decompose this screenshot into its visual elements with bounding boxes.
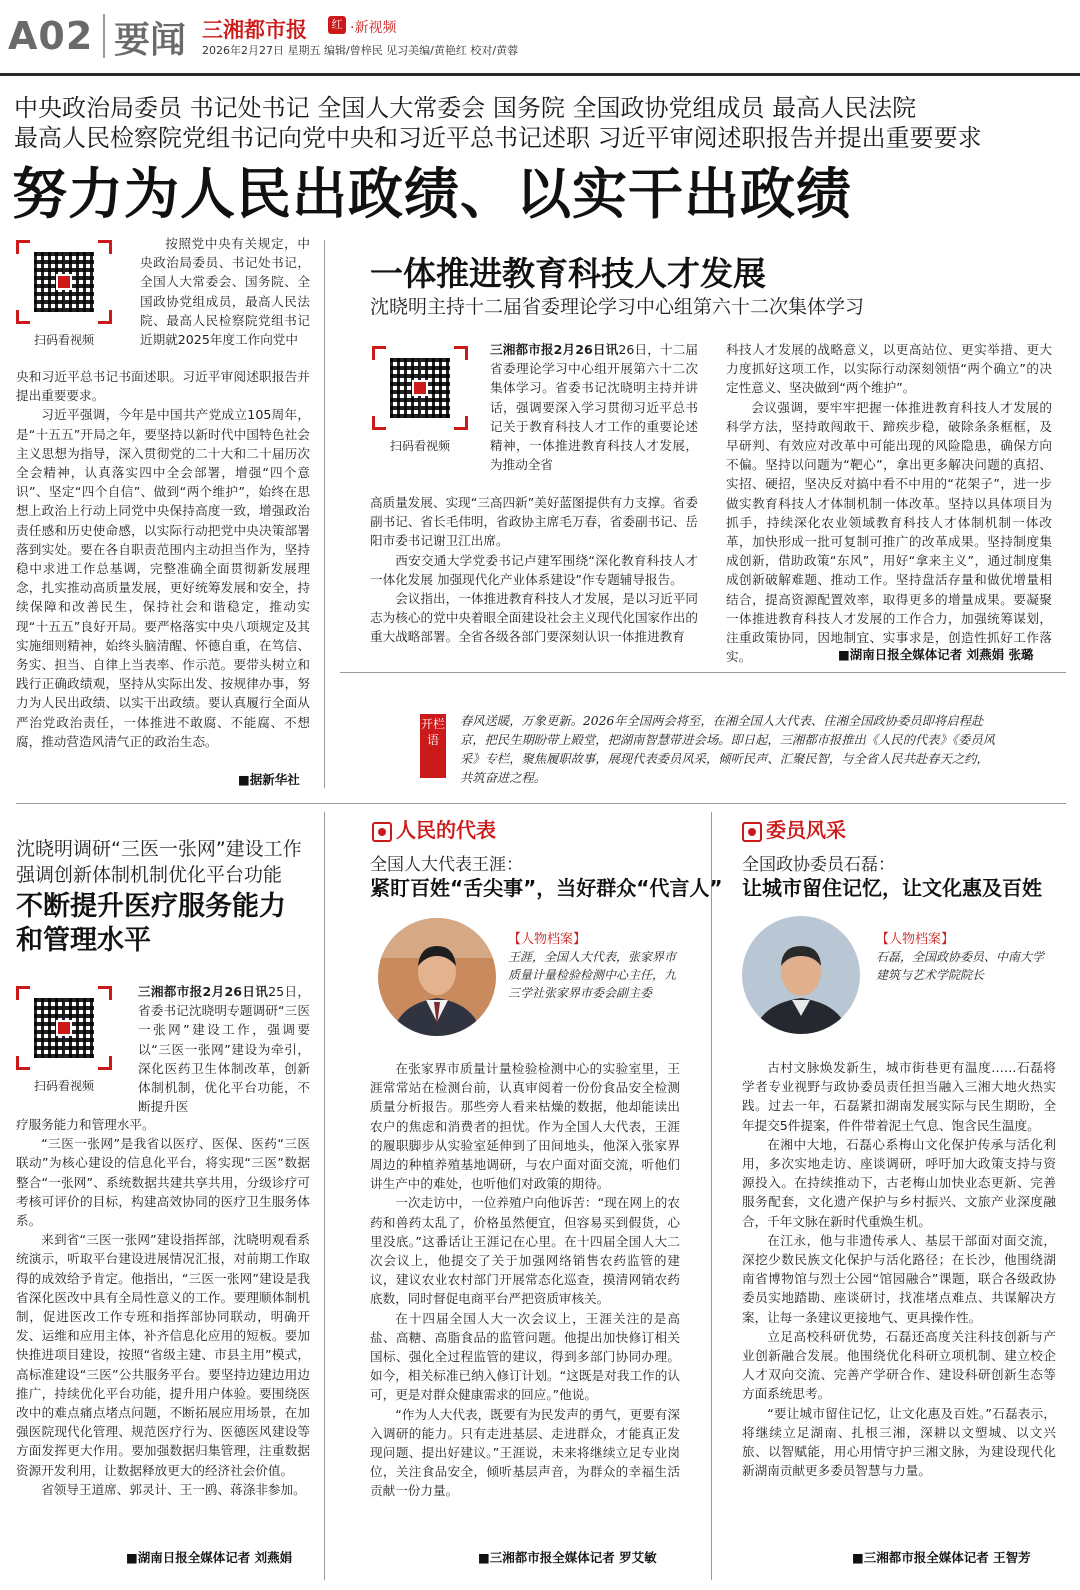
qr-caption: 扫码看视频 <box>33 1079 94 1093</box>
top-story-body: 央和习近平总书记书面述职。习近平审阅述职报告并提出重要要求。 习近平强调，今年是中国共产党成立105周年，是“十五五”开局之年，要坚持以新时代中国特色社会主义思想为指导，深入贯彻党的二十大和二十届历次全会精神，认真落实四中全会部署，增强“四个意识”、坚定“四个自信”、做到“两个维护”，始终在思想上政治上行动上同党中央保持高度一致，增强政治责任感和历史使命感，以实际行动把党中央决策部署落到实处。要在各自职责范围内主动担当作为，坚持稳中求进工作总基调，完整准确全面贯彻新发展理念，扎实推动高质量发展，更好统筹发展和安全，持续保障和改善民生，保持社会和谐稳定，推动实现“十五五”良好开局。要严格落实中央八项规定及其实施细则精神，始终头脑清醒、怀德自重，在笃信、务实、担当、自律上当表率、作示范。要带头树立和践行正确政绩观，坚持从实际出发、按规律办事，努力为人民出政绩、以实干出政绩。要认真履行全面从严治党政治责任，一体推进不敢腐、不能腐、不想腐，推动营造风清气正的政治生态。 <box>16 369 310 749</box>
qr-caption: 扫码看视频 <box>389 439 450 453</box>
paper-name: 三湘都市报 <box>202 18 307 42</box>
preface-text: 春风送暖，万象更新。2026年全国两会将至，在湘全国人大代表、住湘全国政协委员即将启程赴京，把民生期盼带上殿堂，把湖南智慧带进会场。即日起，三湘都市报推出《人民的代表》《委员风采》专栏，聚焦履职故事，展现代表委员风采，倾听民声、汇聚民智，与全省人民共赴春天之约，共筑奋进之程。 <box>460 714 995 785</box>
member-profile: 石磊，全国政协委员、中南大学建筑与艺术学院院长 <box>876 950 1045 982</box>
edu-headline: 一体推进教育科技人才发展 <box>370 254 766 293</box>
edu-subhead: 沈晓明主持十二届省委理论学习中心组第六十二次集体学习 <box>370 296 865 318</box>
deputy-column-head: 人民的代表 <box>372 814 496 843</box>
top-kicker-line1: 中央政治局委员 书记处书记 全国人大常委会 国务院 全国政协党组成员 最高人民法院 <box>14 94 917 122</box>
header-rule <box>0 73 1080 76</box>
video-brand: ·新视频 <box>350 20 397 36</box>
person-card-icon <box>372 822 392 842</box>
deputy-body: 在张家界市质量计量检验检测中心的实验室里，王涯常常站在检测台前，认真审阅着一份份食品安全检测质量分析报告。那些旁人看来枯燥的数据，他却能读出农户的焦虑和消费者的担忧。作为全国人大代表，王涯的履职脚步从实验室延伸到了田间地头，他深入张家界周边的种植养殖基地调研，与农户面对面交流，听他们讲生产中的难处，也听他们对政策的期待。 一次走访中，一位养殖户向他诉苦：“现在网上的农药和兽药太乱了，价格虽然便宜，但容易买到假货，心里没底。”这番话让王涯记在心里。在十四届全国人大二次会议上，他提交了关于加强网络销售农药监管的建议，建议农业农村部门开展常态化巡查，摸清网销农药底数，同时督促电商平台严把资质审核关。 在十四届全国人大一次会议上，王涯关注的是高盐、高糖、高脂食品的监管问题。他提出加快修订相关国标、强化全过程监管的建议，得到多部门协同办理。如今，相关标准已纳入修订计划。“这既是对我工作的认可，更是对群众健康需求的回应。”他说。 “作为人大代表，既要有为民发声的勇气，更要有深入调研的能力。只有走进基层、走进群众，才能真正发现问题、提出好建议。”王涯说，未来将继续立足专业岗位，关注食品安全，倾听基层声音，为群众的幸福生活贡献一份力量。 <box>370 1061 680 1499</box>
deputy-profile-label: 【人物档案】 <box>508 932 587 947</box>
medical-byline: ■湖南日报全媒体记者 刘燕娟 <box>126 1550 293 1565</box>
section-name: 要闻 <box>114 20 187 61</box>
edu-byline: ■湖南日报全媒体记者 刘燕娟 张璐 <box>838 647 1034 662</box>
edu-body-right: 科技人才发展的战略意义，以更高站位、更实举措、更大力度抓好这项工作，以实际行动深刻领悟“两个确立”的决定性意义、坚决做到“两个维护”。 会议强调，要牢牢把握一体推进教育科技人才发展的科学方法，坚持敢闯敢干、蹄疾步稳，破除条条框框，及早研判、有效应对改革中可能出现的风险隐患，确保方向不偏。坚持以问题为“靶心”，拿出更多解决问题的真招、实招、硬招，坚决反对搞中看不中用的“花架子”，进一步做实教育科技人才体制机制一体改革。坚持以具体项目为抓手，持续深化农业领域教育科技人才体制机制一体改革，加快形成一批可复制可推广的改革成果。坚持制度集成创新，借助政策“东风”，用好“拿来主义”，通过制度集成创新破解难题、推动工作。坚持盘活存量和做优增量相结合，提高资源配置效率，取得更多的增量成果。要凝聚一体推进教育科技人才发展的工作合力，加强统筹谋划，注重政策协同，因地制宜、实事求是，创造性抓好工作落实。 <box>726 342 1052 665</box>
medical-dateline: 三湘都市报2月26日讯 <box>138 984 269 999</box>
member-profile-label: 【人物档案】 <box>876 932 955 947</box>
page-header <box>0 0 1080 70</box>
top-story-byline: ■据新华社 <box>238 772 300 787</box>
member-byline: ■三湘都市报全媒体记者 王智芳 <box>852 1550 1031 1565</box>
edu-dateline: 三湘都市报2月26日讯 <box>490 342 619 357</box>
qr-code-edu[interactable] <box>372 346 468 454</box>
member-body: 古村文脉焕发新生，城市街巷更有温度……石磊将学者专业视野与政协委员责任担当融入三湘大地火热实践。过去一年，石磊紧扣湖南发展实际与民生期盼，全年提交5件提案，件件带着泥土气息、饱含民生温度。 在湘中大地，石磊心系梅山文化保护传承与活化利用，多次实地走访、座谈调研，呼吁加大政策支持与资源投入。在持续推动下，古老梅山加快业态更新、完善服务配套，文化遗产保护与乡村振兴、文旅产业深度融合，千年文脉在新时代重焕生机。 在江永，他与非遗传承人、基层干部面对面交流，深挖少数民族文化保护与活化路径；在长沙，他围绕湖南省博物馆与烈士公园“馆园融合”课题，联合各级政协委员实地踏勘、座谈研讨，找准堵点难点、共谋解决方案，让每一条建议更接地气、更具操作性。 立足高校科研优势，石磊还高度关注科技创新与产业创新融合发展。他围绕优化科研立项机制、建立校企人才双向交流、完善产学研合作、建设科研创新生态等方面系统思考。 “要让城市留住记忆，让文化惠及百姓。”石磊表示，将继续立足湖南、扎根三湘，深耕以文塑城、以文兴旅、以智赋能，用心用情守护三湘文脉，为建设现代化新湖南贡献更多委员智慧与力量。 <box>742 1060 1056 1479</box>
medical-body: 疗服务能力和管理水平。 “三医一张网”是我省以医疗、医保、医药“三医联动”为核心建设的信息化平台，将实现“三医”数据整合“一张网”、系统数据共建共享共用，分级诊疗可考核可评价的目标，构建高效协同的医疗卫生服务体系。 来到省“三医一张网”建设指挥部，沈晓明观看系统演示，听取平台建设进展情况汇报，对前期工作取得的成效给予肯定。他指出，“三医一张网”建设是我省深化医改中具有全局性意义的工作。要理顺体制机制，促进医改工作专班和指挥部协同联动，明确开发、运维和应用主体，补齐信息化应用的短板。要加快推进项目建设，按照“省级主建、市县主用”模式，高标准建设“三医”公共服务平台。要坚持边建边用边推广，持续优化平台功能，提升用户体验。要围绕医改中的难点痛点堵点问题，不断拓展应用场景，在加强医院现代化管理、规范医疗行为、医德医风建设等方面发挥更大作用。要加强数据归集管理，注重数据资源开发利用，让数据释放更大的经济社会价值。 省领导王道席、郭灵计、王一鸥、蒋涤非参加。 <box>16 1117 310 1497</box>
medical-headline-1: 不断提升医疗服务能力 <box>16 891 286 922</box>
header-divider <box>103 14 105 58</box>
deputy-profile: 王涯，全国人大代表，张家界市质量计量检验检测中心主任，九三学社张家界市委会副主委 <box>508 950 677 1000</box>
top-headline: 努力为人民出政绩、以实干出政绩 <box>12 162 853 226</box>
preface-tag: 开栏语 <box>420 714 446 778</box>
qr-code-medical[interactable] <box>16 986 112 1094</box>
group-people-icon <box>742 822 762 842</box>
top-story-p1-a: 按照党中央有关规定，中央政治局委员、书记处书记，全国人大常委会、国务院、全国政协党组成员，最高人民法院、最高人民检察院党组书记近期就2025年度工作向党中 <box>140 236 310 348</box>
medical-p1-a: 三湘都市报2月26日讯25日，省委书记沈晓明专题调研“三医一张网”建设工作，强调要以“三医一张网”建设为牵引，深化医药卫生体制改革，创新体制机制，优化平台功能，不断提升医 <box>138 984 310 1115</box>
edu-body-left: 高质量发展、实现“三高四新”美好蓝图提供有力支撑。省委副书记、省长毛伟明，省政协主席毛万春，省委副书记、岳阳市委书记谢卫江出席。 西安交通大学党委书记卢建军围绕“深化教育科技人才一体化发展 加强现代化产业体系建设”作专题辅导报告。 会议指出，一体推进教育科技人才发展，是以习近平同志为核心的党中央着眼全面建设社会主义现代化国家作出的重大战略部署。全省各级各部门要深刻认识一体推进教育 <box>370 495 698 645</box>
medical-kicker-1: 沈晓明调研“三医一张网”建设工作 <box>16 838 302 860</box>
member-column-head: 委员风采 <box>742 814 846 843</box>
member-title-2: 让城市留住记忆，让文化惠及百姓 <box>742 876 1042 900</box>
top-kicker-line2: 最高人民检察院党组书记向党中央和习近平总书记述职 习近平审阅述职报告并提出重要要求 <box>14 124 982 152</box>
deputy-byline: ■三湘都市报全媒体记者 罗艾敏 <box>478 1550 657 1565</box>
issue-meta: 2026年2月27日 星期五 编辑/曾梓民 见习美编/黄艳红 校对/黄蓉 <box>202 44 519 57</box>
medical-headline-2: 和管理水平 <box>16 925 151 956</box>
member-portrait <box>742 916 860 1034</box>
brand-logo-icon: 红 <box>328 16 346 34</box>
qr-code-top[interactable] <box>16 240 112 348</box>
deputy-title-1: 全国人大代表王涯： <box>370 855 523 875</box>
deputy-portrait <box>378 918 496 1036</box>
edu-p1-a: 三湘都市报2月26日讯26日，十二届省委理论学习中心组开展第六十二次集体学习。省委书记沈晓明主持并讲话，强调要深入学习贯彻习近平总书记关于教育科技人才工作的重要论述精神，一体推进教育科技人才发展，为推动全省 <box>490 342 698 473</box>
qr-caption: 扫码看视频 <box>33 333 94 347</box>
page-code: A02 <box>8 14 94 58</box>
medical-kicker-2: 强调创新体制机制优化平台功能 <box>16 864 283 886</box>
member-title-1: 全国政协委员石磊： <box>742 855 895 875</box>
deputy-title-2: 紧盯百姓“舌尖事”，当好群众“代言人” <box>370 876 723 900</box>
